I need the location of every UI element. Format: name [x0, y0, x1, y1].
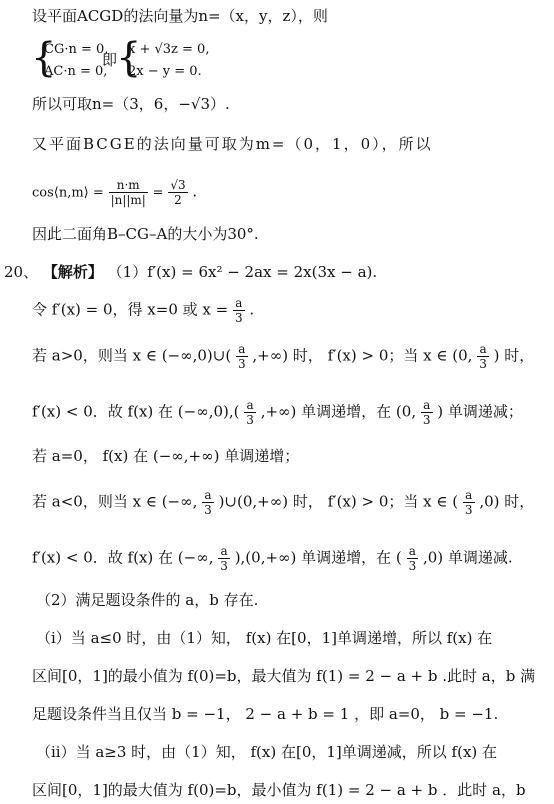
system-eq-d: 2x − y = 0.	[128, 64, 202, 79]
text-span: ,+∞) 时， f′(x) > 0；当 x ∈ (0,	[252, 346, 473, 365]
fraction-a3	[202, 488, 214, 517]
text-line-14: （2）满足题设条件的 a，b 存在.	[36, 591, 259, 609]
question-20-header	[4, 262, 377, 282]
fraction-num: a	[236, 342, 248, 357]
fraction-den: 3	[235, 311, 243, 325]
system-eq-a: CG·n = 0,	[44, 42, 109, 57]
text-line-4: 又平面BCGE的法向量可取为m=（0，1，0），所以	[32, 135, 433, 153]
text-span: 若 a<0，则当 x ∈ (−∞,	[32, 492, 198, 511]
fraction-num: a	[218, 544, 230, 559]
fraction-den: 3	[220, 559, 228, 573]
text-line-12	[32, 488, 534, 517]
text-span: f′(x) < 0．故 f(x) 在 (−∞,0),(	[32, 402, 240, 421]
text-line-16: 区间[0，1]的最小值为 f(0)=b，最大值为 f(1) = 2 − a + b .此时 a，b 满	[32, 667, 536, 685]
left-brace-2: {	[116, 35, 142, 81]
text-line-1: 设平面ACGD的法向量为n=（x，y，z），则	[32, 7, 328, 25]
fraction-a3	[477, 342, 489, 371]
fraction-den: 3	[408, 559, 417, 573]
fraction-den: 2	[174, 193, 182, 207]
fraction-den: 3	[246, 413, 254, 427]
text-line-15: （i）当 a≤0 时，由（1）知， f(x) 在[0，1]单调递增，所以 f(x) 在	[36, 629, 493, 647]
fraction-num: √3	[170, 178, 186, 192]
fraction-den: 3	[204, 503, 212, 517]
fraction-num: a	[233, 296, 245, 311]
text-line-3: 所以可取n=（3，6，−√3）.	[32, 95, 230, 113]
cos-formula	[32, 178, 197, 207]
part-1-derivative: （1）f′(x) = 6x² − 2ax = 2x(3x − a).	[107, 263, 378, 281]
text-line-13	[32, 544, 513, 573]
fraction-den: 3	[237, 357, 246, 371]
fraction-den: |n||m|	[110, 193, 146, 207]
fraction-a3	[218, 544, 230, 573]
fraction-sqrt3	[168, 178, 187, 207]
text-span: ,0) 单调递减.	[422, 548, 513, 567]
left-brace: {	[31, 35, 57, 81]
text-line-6: 因此二面角B–CG–A的大小为30°.	[32, 225, 259, 243]
fraction-a3	[463, 488, 475, 517]
text-span: ),(0,+∞) 单调递增，在 (	[234, 548, 402, 567]
fraction-num: a	[244, 398, 256, 413]
system-eq-c: x + √3z = 0,	[128, 42, 210, 57]
text-span: ,+∞) 单调递增，在 (0,	[260, 402, 417, 421]
text-line-19: 区间[0，1]的最大值为 f(0)=b，最小值为 f(1) = 2 − a + b ．此时 a，b	[32, 781, 526, 799]
text-line-11: 若 a=0， f(x) 在 (−∞,+∞) 单调递增；	[32, 447, 300, 465]
text-span: ) 时，	[493, 346, 535, 365]
text-line-17: 足题设条件当且仅当 b = −1， 2 − a + b = 1 ，即 a=0， b = −1.	[32, 705, 499, 723]
text-span: 令 f′(x) = 0，得 x=0 或 x =	[32, 300, 229, 319]
fraction-a3	[421, 398, 433, 427]
fraction-num: a	[421, 398, 433, 413]
system-eq-b: AC·n = 0,	[44, 64, 108, 79]
fraction-num: a	[477, 342, 489, 357]
text-line-10	[32, 398, 523, 427]
fraction-a3	[407, 544, 419, 573]
fraction-num: a	[463, 488, 475, 503]
system-connector: 即	[102, 51, 118, 69]
cos-left: cos⟨n,m⟩ =	[32, 185, 104, 201]
question-number: 20、	[4, 263, 39, 281]
text-span: f′(x) < 0．故 f(x) 在 (−∞,	[32, 548, 214, 567]
text-span: )∪(0,+∞) 时， f′(x) > 0；当 x ∈ (	[218, 492, 459, 511]
fraction-nm	[109, 178, 148, 207]
text-line-8	[32, 296, 254, 325]
text-span: 若 a>0，则当 x ∈ (−∞,0)∪(	[32, 346, 232, 365]
fraction-a3	[244, 398, 256, 427]
analysis-tag: 【解析】	[42, 263, 103, 281]
fraction-num: a	[407, 544, 419, 559]
fraction-num: a	[202, 488, 214, 503]
fraction-num: n·m	[109, 178, 148, 193]
fraction-den: 3	[479, 357, 487, 371]
text-span: ) 单调递减；	[437, 402, 523, 421]
fraction-den: 3	[422, 413, 431, 427]
fraction-a3	[236, 342, 248, 371]
text-line-9	[32, 342, 534, 371]
fraction-den: 3	[464, 503, 473, 517]
fraction-a3	[233, 296, 245, 325]
text-line-18: （ii）当 a≥3 时，由（1）知， f(x) 在[0，1]单调递减，所以 f(x) 在	[36, 743, 498, 761]
text-span: .	[249, 300, 255, 319]
equals: =	[152, 185, 164, 201]
text-span: ,0) 时，	[479, 492, 535, 511]
period: .	[192, 182, 198, 201]
